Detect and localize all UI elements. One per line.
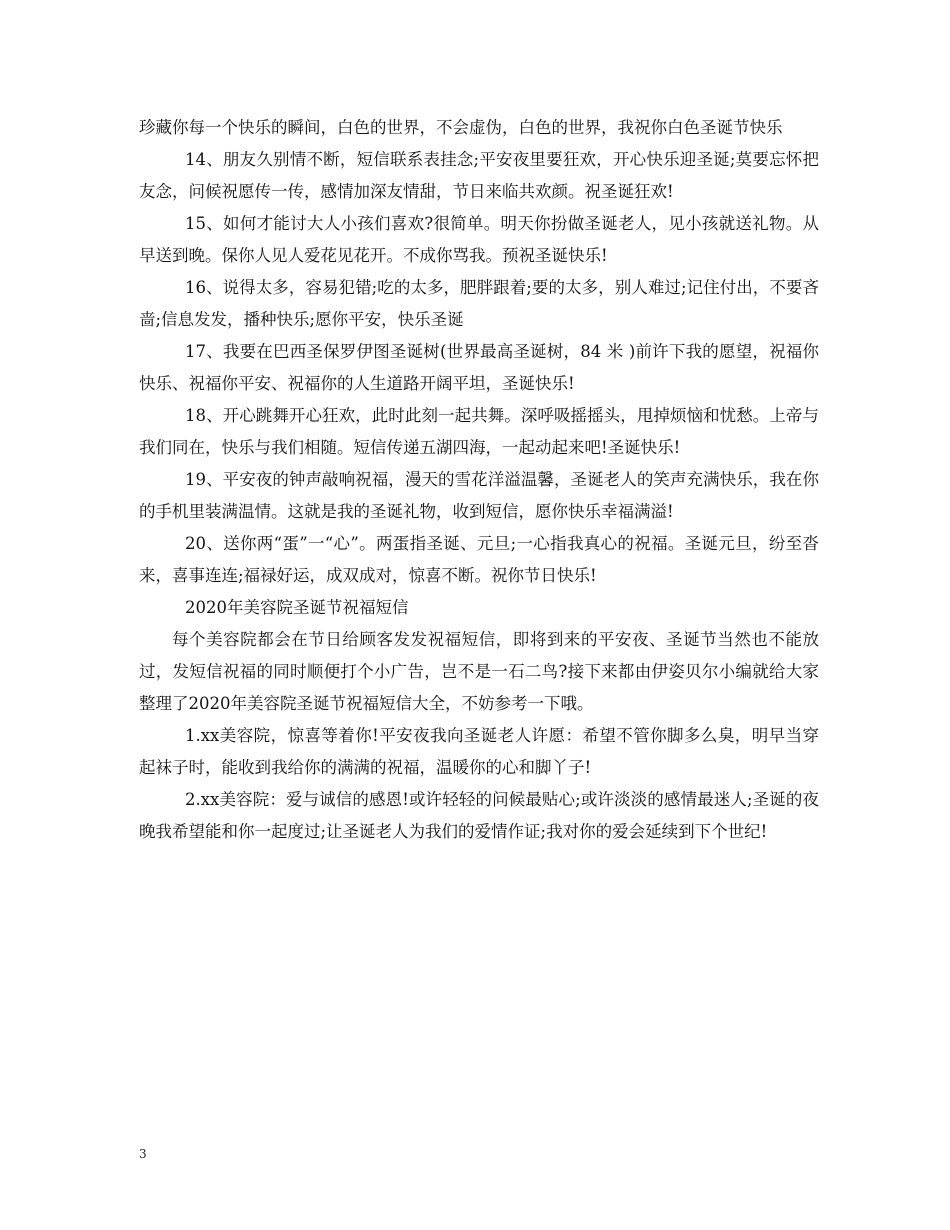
document-body xyxy=(139,112,819,848)
paragraph-16: 16、说得太多，容易犯错;吃的太多，肥胖跟着;要的太多，别人难过;记住付出，不要吝啬;信息发发，播种快乐;愿你平安，快乐圣诞 xyxy=(139,278,819,329)
paragraph-14: 14、朋友久别情不断，短信联系表挂念;平安夜里要狂欢，开心快乐迎圣诞;莫要忘怀把友念，问候祝愿传一传，感情加深友情甜，节日来临共欢颜。祝圣诞狂欢! xyxy=(139,150,819,201)
list-item-1: 1.xx美容院，惊喜等着你!平安夜我向圣诞老人许愿：希望不管你脚多么臭，明早当穿起袜子时，能收到我给你的满满的祝福，温暖你的心和脚丫子! xyxy=(139,726,819,777)
paragraph-18: 18、开心跳舞开心狂欢，此时此刻一起共舞。深呼吸摇摇头，甩掉烦恼和忧愁。上帝与我们同在，快乐与我们相随。短信传递五湖四海，一起动起来吧!圣诞快乐! xyxy=(139,406,819,457)
intro-paragraph: 每个美容院都会在节日给顾客发发祝福短信，即将到来的平安夜、圣诞节当然也不能放过，发短信祝福的同时顺便打个小广告，岂不是一石二鸟?接下来都由伊姿贝尔小编就给大家整理了2020年美容院圣诞节祝福短信大全，不妨参考一下哦。 xyxy=(139,630,819,713)
paragraph-19: 19、平安夜的钟声敲响祝福，漫天的雪花洋溢温馨，圣诞老人的笑声充满快乐，我在你的手机里装满温情。这就是我的圣诞礼物，收到短信，愿你快乐幸福满溢! xyxy=(139,470,819,521)
section-title: 2020年美容院圣诞节祝福短信 xyxy=(185,598,409,617)
paragraph-15: 15、如何才能讨大人小孩们喜欢?很简单。明天你扮做圣诞老人，见小孩就送礼物。从早送到晚。保你人见人爱花见花开。不成你骂我。预祝圣诞快乐! xyxy=(139,214,819,265)
page-number: 3 xyxy=(139,1147,147,1161)
paragraph-17: 17、我要在巴西圣保罗伊图圣诞树(世界最高圣诞树，84 米 )前许下我的愿望，祝福你快乐、祝福你平安、祝福你的人生道路开阔平坦，圣诞快乐! xyxy=(139,342,819,393)
paragraph-continued: 珍藏你每一个快乐的瞬间，白色的世界，不会虚伪，白色的世界，我祝你白色圣诞节快乐 xyxy=(139,118,783,137)
list-item-2: 2.xx美容院：爱与诚信的感恩!或许轻轻的问候最贴心;或许淡淡的感情最迷人;圣诞的夜晚我希望能和你一起度过;让圣诞老人为我们的爱情作证;我对你的爱会延续到下个世纪! xyxy=(139,790,819,841)
paragraph-20: 20、送你两“蛋”一“心”。两蛋指圣诞、元旦;一心指我真心的祝福。圣诞元旦，纷至沓来，喜事连连;福禄好运，成双成对，惊喜不断。祝你节日快乐! xyxy=(139,534,819,585)
